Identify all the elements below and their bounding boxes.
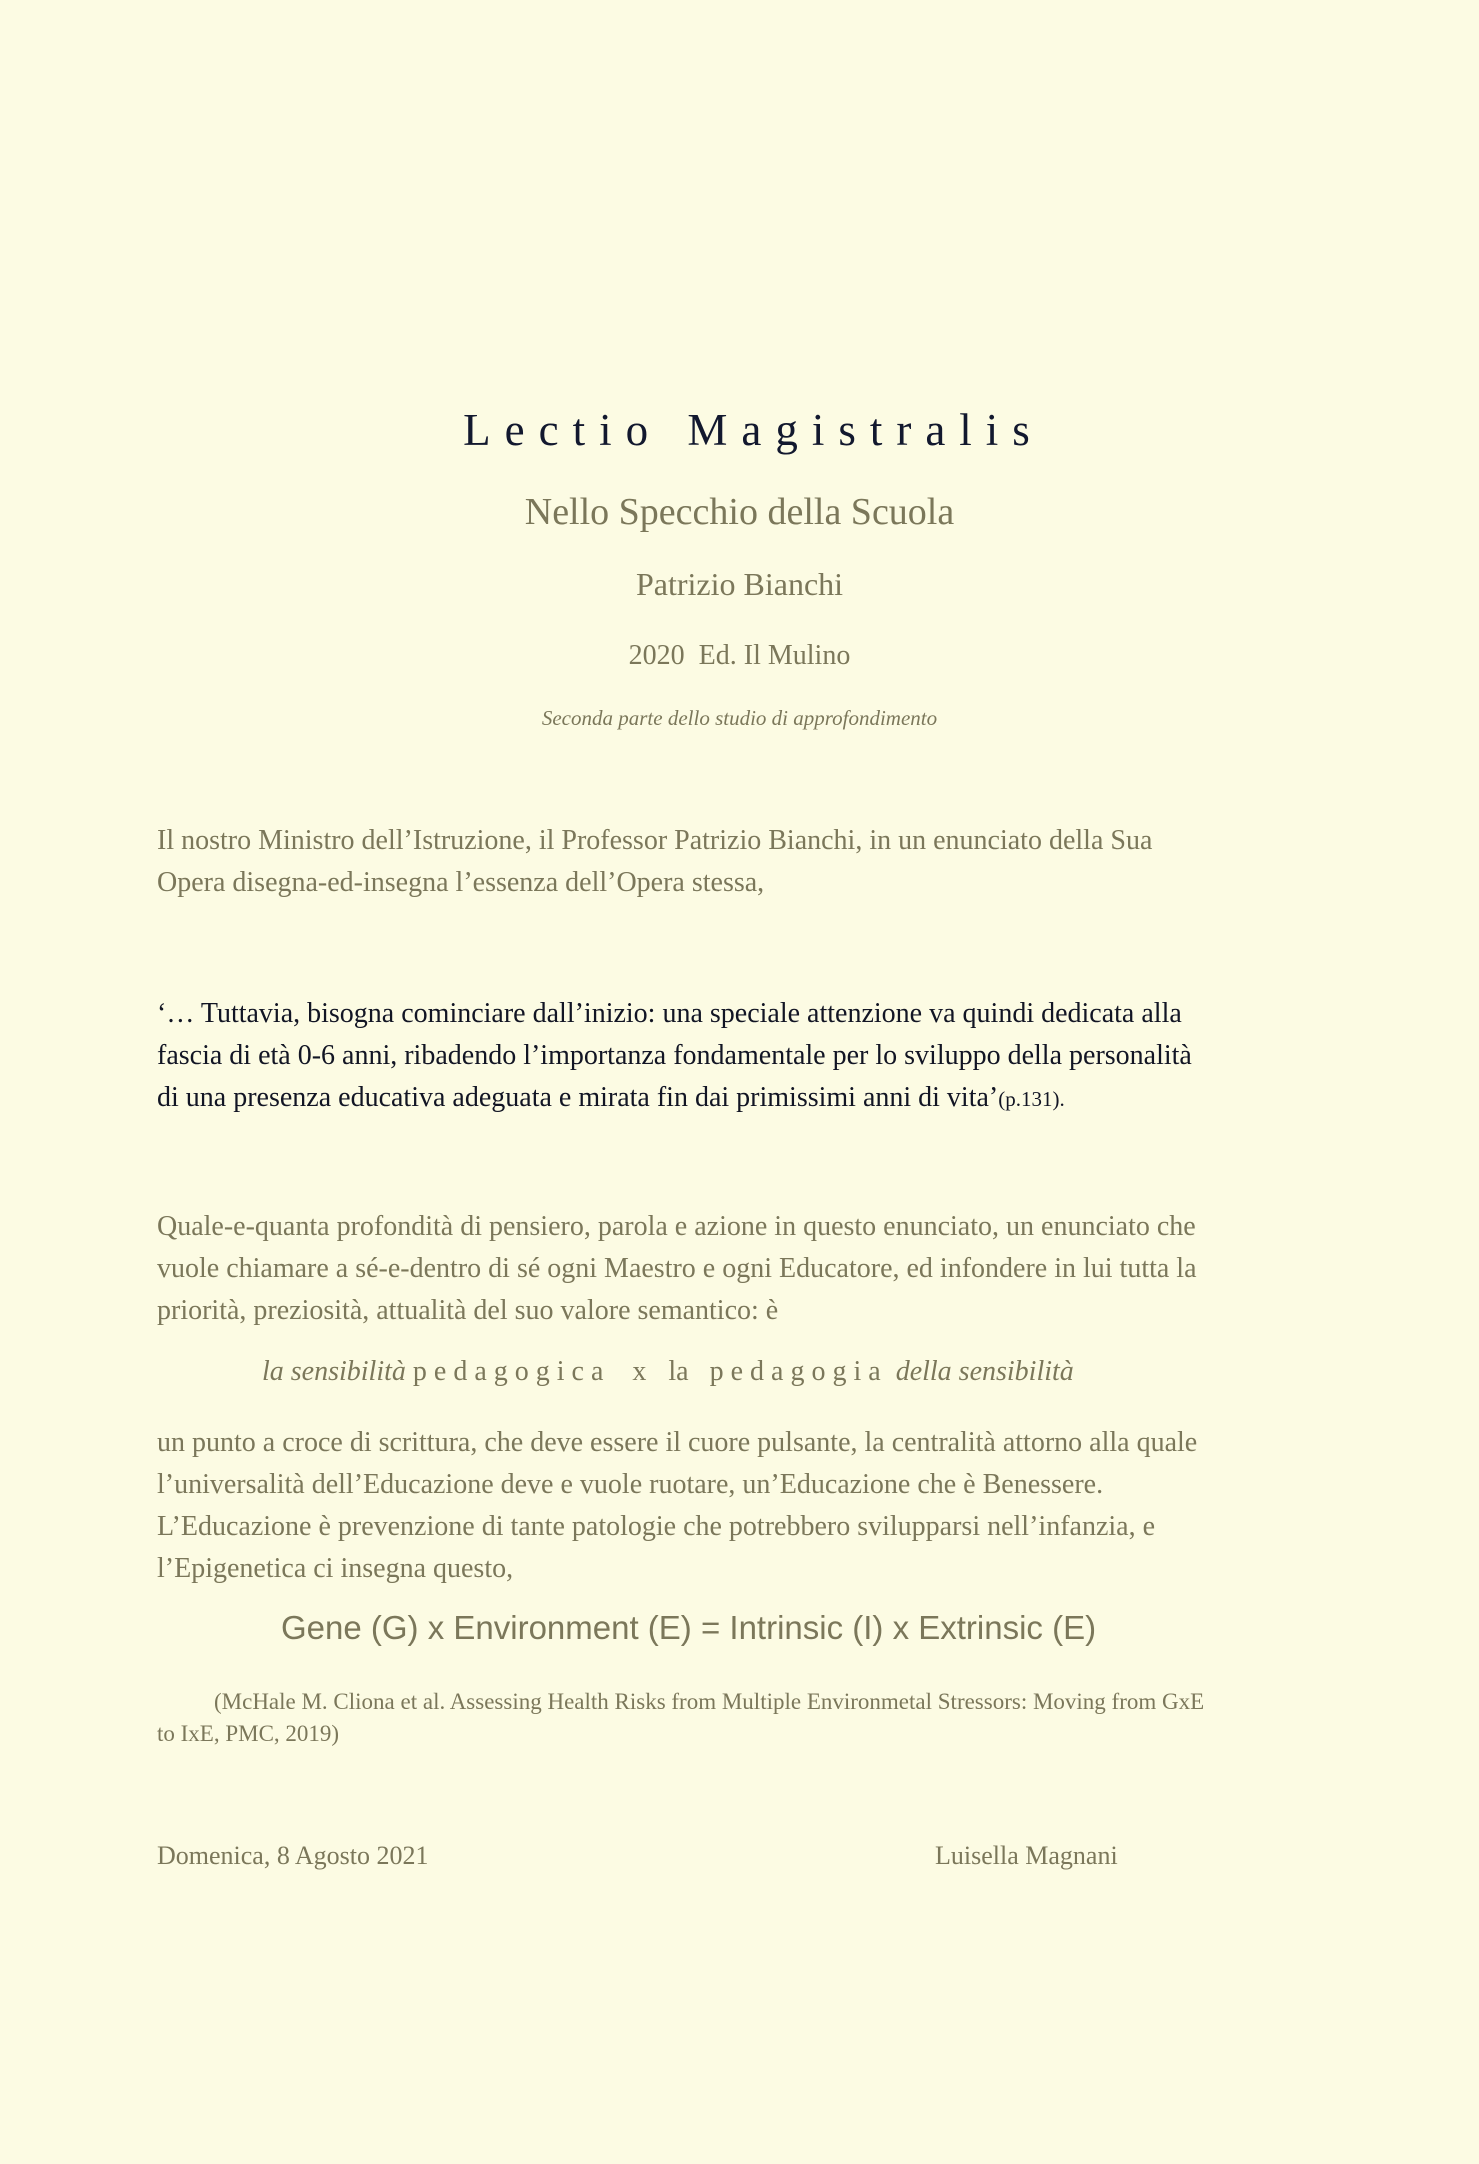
edition-year: 2020	[628, 640, 685, 671]
closing-paragraph	[157, 1422, 1357, 1590]
citation-line: to IxE, PMC, 2019)	[157, 1721, 340, 1746]
closing-line: L’Educazione è prevenzione di tante patologie che potrebbero svilupparsi nell’infanzia, e	[157, 1511, 1156, 1542]
author-signature: Luisella Magnani	[935, 1841, 1118, 1870]
sensibility-formula	[262, 1352, 1074, 1392]
formula-term: la	[668, 1356, 689, 1387]
document-date: Domenica, 8 Agosto 2021	[157, 1841, 429, 1870]
quote-page-reference: (p.131).	[998, 1087, 1065, 1111]
reflection-line: priorità, preziosità, attualità del suo valore semantico: è	[157, 1295, 779, 1326]
formula-term: pedagogica	[412, 1356, 611, 1387]
intro-line: Opera disegna-ed-insegna l’essenza dell’Opera stessa,	[157, 867, 765, 898]
reflection-paragraph	[157, 1206, 1357, 1332]
closing-line: l’universalità dell’Educazione deve e vuole ruotare, un’Educazione che è Benessere.	[157, 1469, 1104, 1500]
book-author: Patrizio Bianchi	[635, 566, 844, 602]
quote-line: fascia di età 0-6 anni, ribadendo l’importanza fondamentale per lo sviluppo della personalità	[157, 1040, 1192, 1071]
edition-publisher: Ed. Il Mulino	[698, 640, 851, 671]
formula-term: la sensibilità	[262, 1356, 406, 1387]
citation	[157, 1686, 1357, 1750]
formula-operator: x	[632, 1356, 647, 1387]
closing-line: un punto a croce di scrittura, che deve essere il cuore pulsante, la centralità attorno alla quale	[157, 1427, 1198, 1458]
edition-info	[0, 637, 1479, 675]
epigenetics-equation: Gene (G) x Environment (E) = Intrinsic (I) x Extrinsic (E)	[281, 1609, 1097, 1646]
page-title: Lectio Magistralis	[463, 405, 1044, 455]
quote-line: ‘… Tuttavia, bisogna cominciare dall’inizio: una speciale attenzione va quindi dedicata alla	[157, 998, 1182, 1029]
intro-paragraph	[157, 820, 1357, 904]
formula-term: della sensibilità	[895, 1356, 1074, 1387]
reflection-line: Quale-e-quanta profondità di pensiero, parola e azione in questo enunciato, un enunciato che	[157, 1211, 1196, 1242]
closing-line: l’Epigenetica ci insegna questo,	[157, 1553, 514, 1584]
formula-term: pedagogia	[709, 1356, 888, 1387]
quote-paragraph	[157, 993, 1357, 1120]
quote-line-last	[157, 1077, 1357, 1120]
reflection-line: vuole chiamare a sé-e-dentro di sé ogni Maestro e ogni Educatore, ed infondere in lui tutta la	[157, 1253, 1197, 1284]
citation-line: (McHale M. Cliona et al. Assessing Health Risks from Multiple Environmetal Stressors: Moving from GxE	[214, 1689, 1205, 1714]
quote-line: di una presenza educativa adeguata e mirata fin dai primissimi anni di vita’	[157, 1082, 999, 1113]
study-note: Seconda parte dello studio di approfondimento	[541, 706, 938, 730]
book-title: Nello Specchio della Scuola	[524, 491, 955, 533]
intro-line: Il nostro Ministro dell’Istruzione, il Professor Patrizio Bianchi, in un enunciato della Sua	[157, 825, 1153, 856]
